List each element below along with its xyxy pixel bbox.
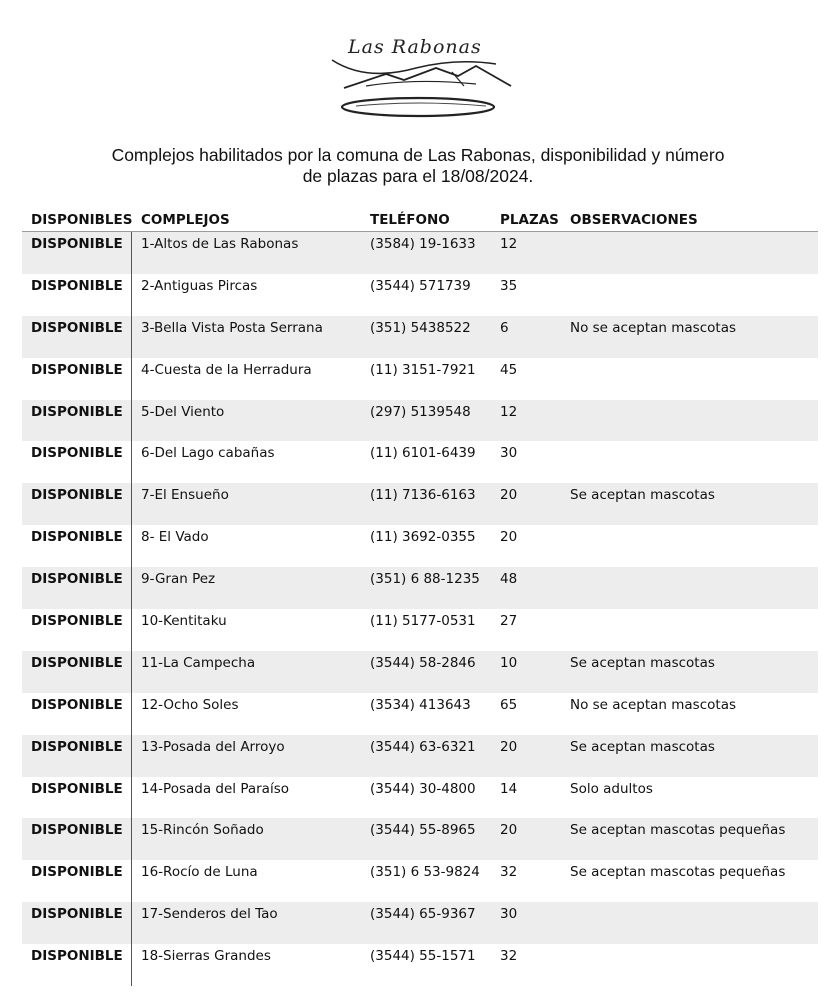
cell-estado: DISPONIBLE	[31, 864, 123, 881]
table-row	[22, 860, 818, 902]
cell-telefono: (3544) 30-4800	[370, 780, 476, 797]
table-row	[22, 274, 818, 316]
cell-observaciones: Solo adultos	[570, 780, 653, 797]
cell-telefono: (3544) 63-6321	[370, 738, 476, 755]
cell-complejo: 14-Posada del Paraíso	[141, 780, 289, 797]
cell-estado: DISPONIBLE	[31, 529, 123, 546]
cell-estado: DISPONIBLE	[31, 738, 123, 755]
cell-telefono: (11) 7136-6163	[370, 487, 476, 504]
cell-plazas: 35	[500, 277, 518, 294]
cell-estado: DISPONIBLE	[31, 780, 123, 797]
cell-complejo: 1-Altos de Las Rabonas	[141, 236, 299, 252]
header-observaciones: OBSERVACIONES	[570, 212, 698, 228]
cell-estado: DISPONIBLE	[31, 403, 123, 420]
table-row	[22, 232, 818, 274]
header-disponibles: DISPONIBLES	[31, 212, 133, 228]
cell-complejo: 10-Kentitaku	[141, 613, 227, 630]
cell-telefono: (3544) 55-8965	[370, 822, 476, 839]
table-row	[22, 693, 818, 735]
cell-complejo: 9-Gran Pez	[141, 571, 216, 588]
cell-plazas: 32	[500, 948, 518, 965]
cell-complejo: 2-Antiguas Pircas	[141, 277, 258, 294]
cell-telefono: (3584) 19-1633	[370, 236, 476, 252]
page-title	[0, 145, 836, 187]
table-row	[22, 735, 818, 777]
cell-plazas: 10	[500, 654, 518, 671]
cell-observaciones: Se aceptan mascotas	[570, 654, 715, 671]
cell-complejo: 6-Del Lago cabañas	[141, 445, 275, 462]
cell-telefono: (11) 6101-6439	[370, 445, 476, 462]
cell-complejo: 11-La Campecha	[141, 654, 256, 671]
cell-complejo: 8- El Vado	[141, 529, 209, 546]
cell-telefono: (11) 3692-0355	[370, 529, 476, 546]
cell-estado: DISPONIBLE	[31, 613, 123, 630]
cell-telefono: (3544) 55-1571	[370, 948, 476, 965]
cell-observaciones: No se aceptan mascotas	[570, 319, 737, 336]
cell-estado: DISPONIBLE	[31, 319, 123, 336]
cell-observaciones: Se aceptan mascotas pequeñas	[570, 864, 786, 881]
cell-plazas: 20	[500, 822, 518, 839]
cell-complejo: 17-Senderos del Tao	[141, 906, 278, 923]
cell-telefono: (297) 5139548	[370, 403, 471, 420]
cell-estado: DISPONIBLE	[31, 654, 123, 671]
table-header	[0, 212, 836, 232]
cell-complejo: 5-Del Viento	[141, 403, 225, 420]
cell-estado: DISPONIBLE	[31, 487, 123, 504]
table-row	[22, 483, 818, 525]
cell-observaciones: Se aceptan mascotas	[570, 487, 715, 504]
title-line-1: Complejos habilitados por la comuna de Las Rabonas, disponibilidad y número	[111, 145, 725, 165]
cell-plazas: 20	[500, 529, 518, 546]
cell-plazas: 65	[500, 696, 518, 713]
cell-complejo: 3-Bella Vista Posta Serrana	[141, 319, 323, 336]
table-row	[22, 777, 818, 819]
header-telefono: TELÉFONO	[370, 212, 450, 228]
cell-plazas: 30	[500, 906, 518, 923]
cell-estado: DISPONIBLE	[31, 571, 123, 588]
cell-estado: DISPONIBLE	[31, 906, 123, 923]
cell-telefono: (3544) 58-2846	[370, 654, 476, 671]
table-body	[22, 232, 818, 986]
table-row	[22, 400, 818, 442]
cell-complejo: 4-Cuesta de la Herradura	[141, 361, 312, 378]
cell-estado: DISPONIBLE	[31, 696, 123, 713]
cell-observaciones: Se aceptan mascotas pequeñas	[570, 822, 786, 839]
cell-plazas: 45	[500, 361, 518, 378]
cell-telefono: (11) 5177-0531	[370, 613, 476, 630]
table-row	[22, 567, 818, 609]
header-plazas: PLAZAS	[500, 212, 559, 228]
cell-telefono: (3544) 65-9367	[370, 906, 476, 923]
table-row	[22, 316, 818, 358]
cell-telefono: (351) 6 88-1235	[370, 571, 480, 588]
cell-complejo: 7-El Ensueño	[141, 487, 229, 504]
cell-plazas: 12	[500, 236, 518, 252]
logo-text: Las Rabonas	[348, 36, 482, 58]
column-divider	[131, 232, 132, 986]
cell-plazas: 14	[500, 780, 518, 797]
cell-estado: DISPONIBLE	[31, 445, 123, 462]
cell-complejo: 15-Rincón Soñado	[141, 822, 264, 839]
cell-telefono: (351) 5438522	[370, 319, 471, 336]
table-row	[22, 525, 818, 567]
cell-telefono: (11) 3151-7921	[370, 361, 476, 378]
cell-observaciones: No se aceptan mascotas	[570, 696, 737, 713]
cell-plazas: 12	[500, 403, 518, 420]
cell-plazas: 20	[500, 487, 518, 504]
cell-complejo: 16-Rocío de Luna	[141, 864, 258, 881]
table-row	[22, 441, 818, 483]
cell-complejo: 13-Posada del Arroyo	[141, 738, 285, 755]
title-line-2: de plazas para el 18/08/2024.	[302, 166, 534, 186]
cell-estado: DISPONIBLE	[31, 361, 123, 378]
cell-complejo: 18-Sierras Grandes	[141, 948, 271, 965]
table-row	[22, 609, 818, 651]
table-row	[22, 944, 818, 986]
table-row	[22, 358, 818, 400]
cell-plazas: 32	[500, 864, 518, 881]
table-row	[22, 902, 818, 944]
cell-observaciones: Se aceptan mascotas	[570, 738, 715, 755]
cell-plazas: 20	[500, 738, 518, 755]
cell-telefono: (3544) 571739	[370, 277, 471, 294]
cell-telefono: (351) 6 53-9824	[370, 864, 480, 881]
cell-estado: DISPONIBLE	[31, 277, 123, 294]
cell-estado: DISPONIBLE	[31, 822, 123, 839]
table-row	[22, 651, 818, 693]
cell-plazas: 6	[500, 319, 509, 336]
cell-telefono: (3534) 413643	[370, 696, 471, 713]
cell-estado: DISPONIBLE	[31, 948, 123, 965]
header-complejos: COMPLEJOS	[141, 212, 230, 228]
table-row	[22, 818, 818, 860]
cell-plazas: 30	[500, 445, 518, 462]
cell-complejo: 12-Ocho Soles	[141, 696, 239, 713]
logo	[326, 30, 516, 130]
cell-estado: DISPONIBLE	[31, 236, 123, 252]
cell-plazas: 27	[500, 613, 518, 630]
cell-plazas: 48	[500, 571, 518, 588]
